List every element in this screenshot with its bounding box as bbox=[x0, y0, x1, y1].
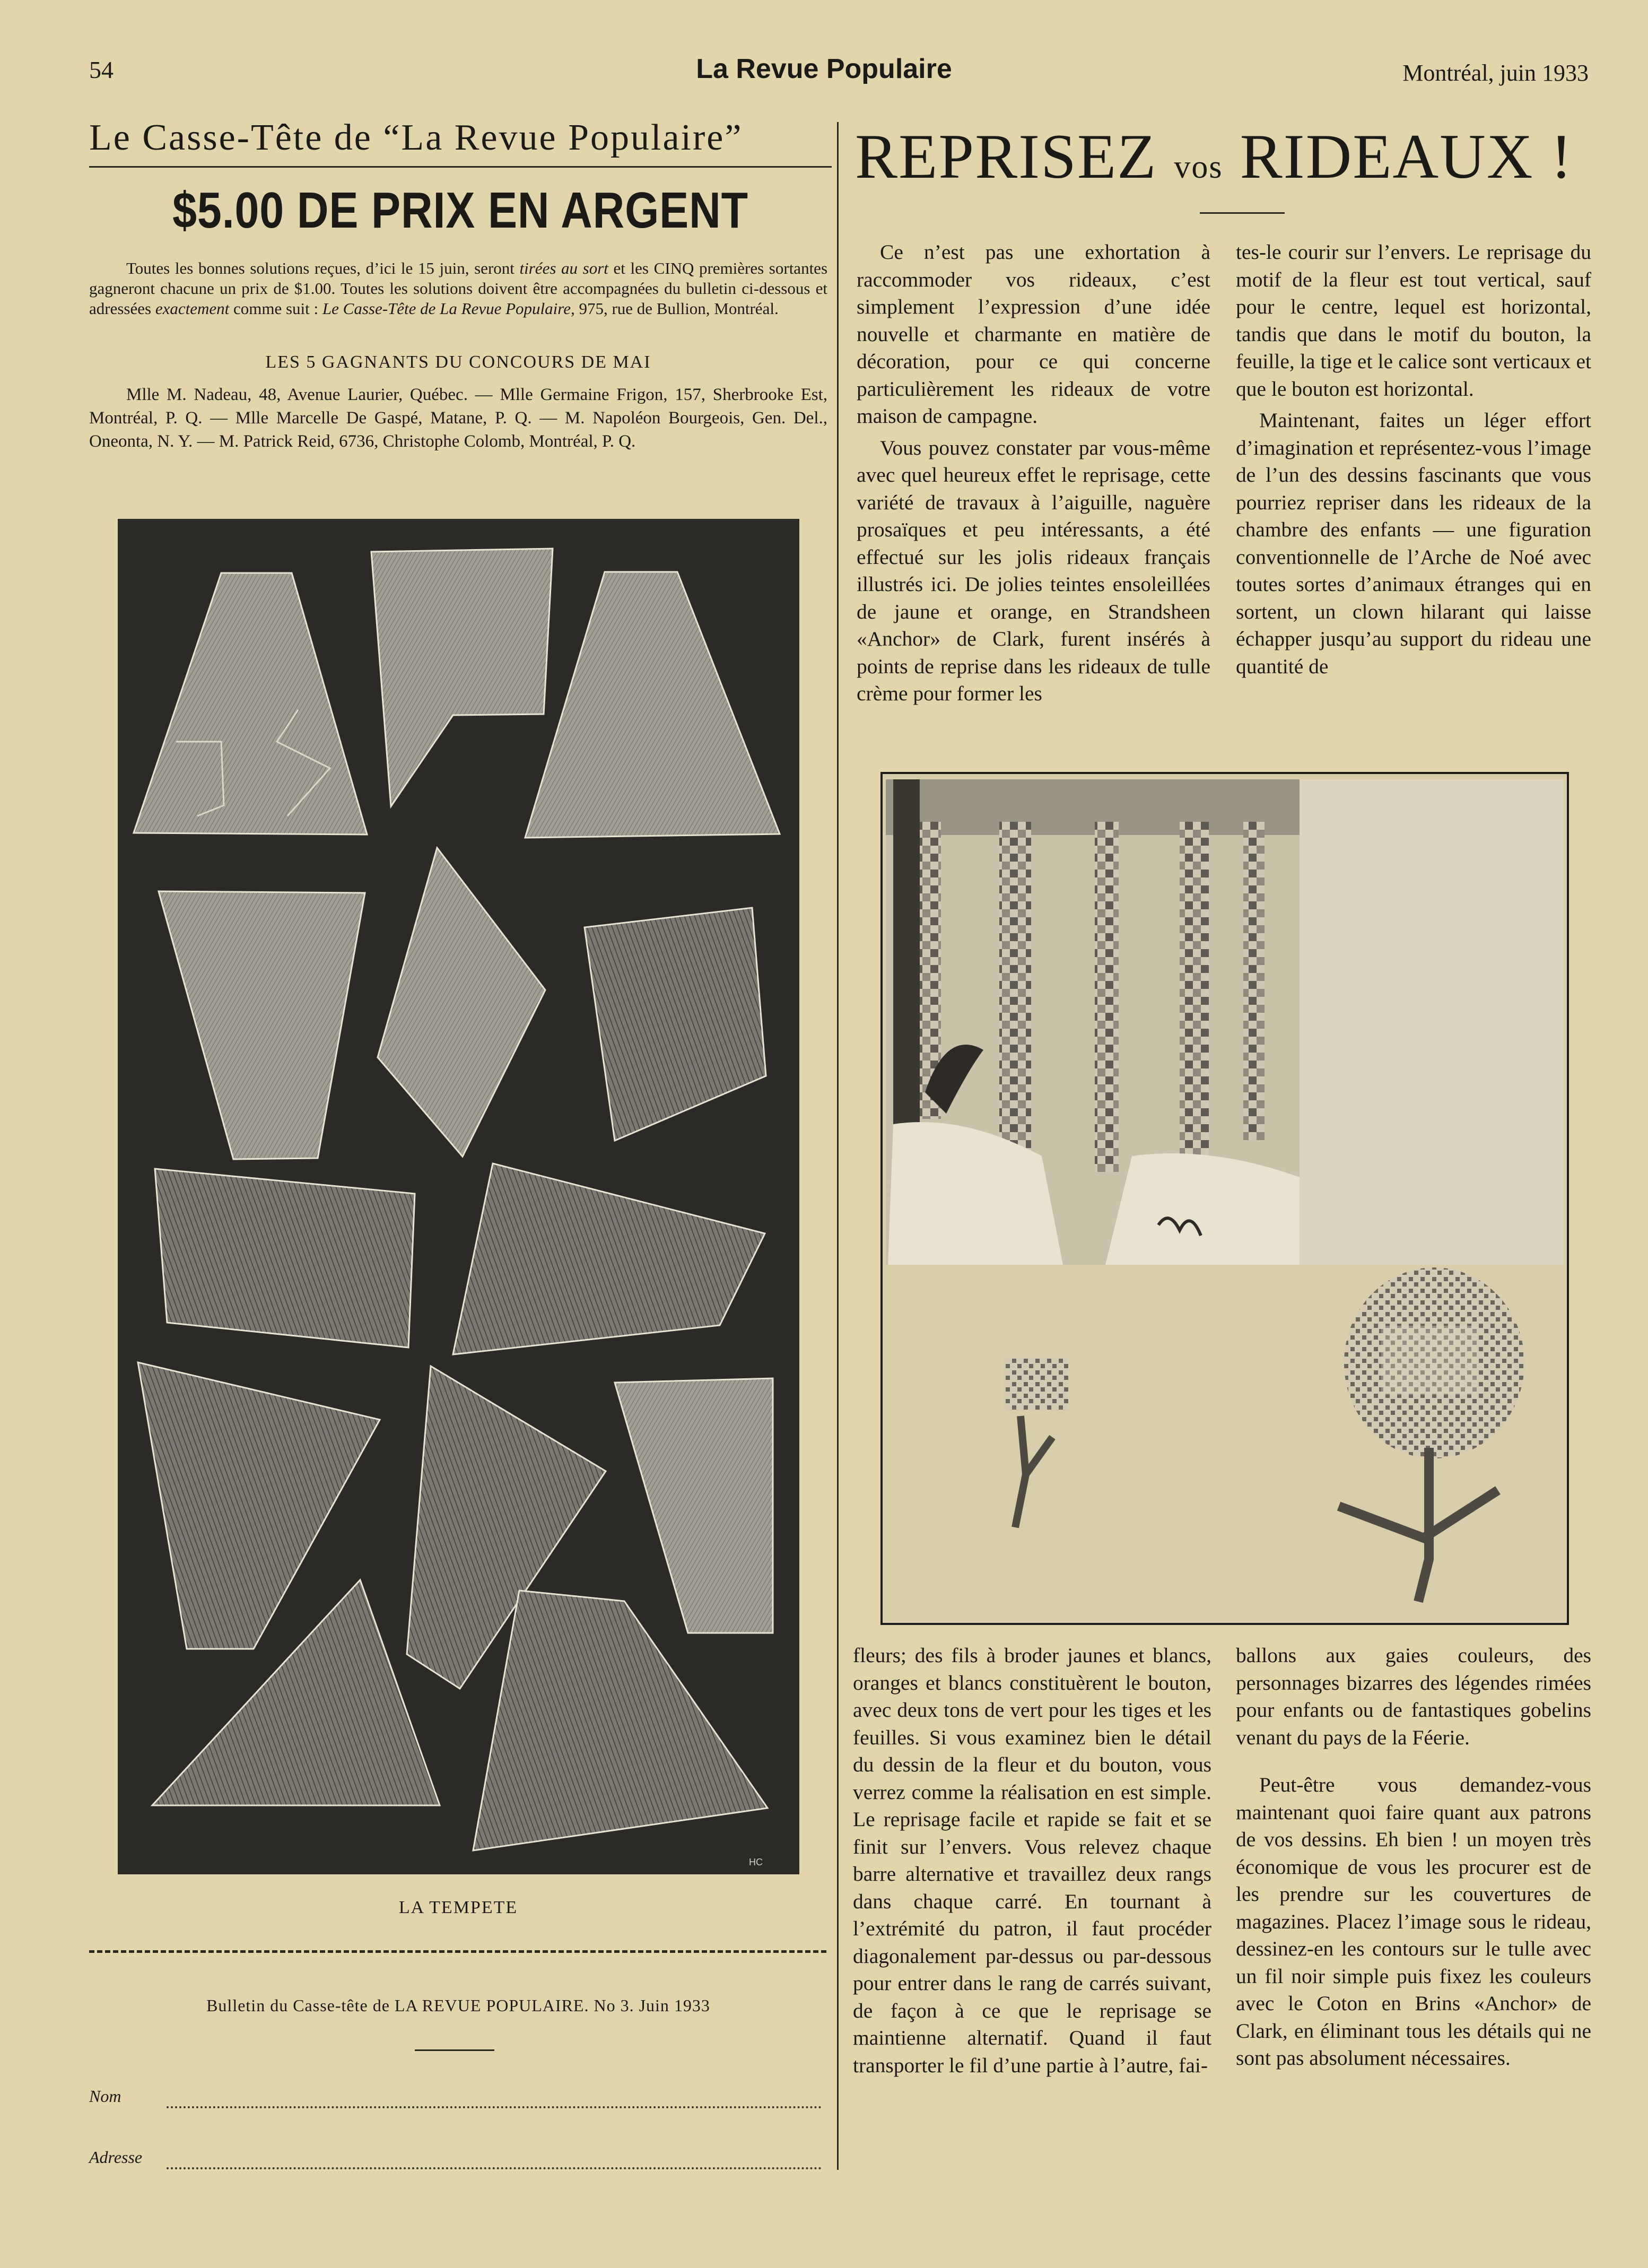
puzzle-piece bbox=[615, 1378, 773, 1633]
paragraph: Ce n’est pas une exhortation à raccommoder vos rideaux, c’est simplement l’expression d’une idée nouvelle et charmante en matière de décoration, pour ce qui concerne particulièrement les rideaux de votre maison de campagne. bbox=[857, 240, 1210, 428]
winners-list: Mlle M. Nadeau, 48, Avenue Laurier, Québec. — Mlle Germaine Frigon, 157, Sherbrooke Est, Montréal, P. Q. — Mlle Marcelle De Gaspé, Matane, P. Q. — M. Napoléon Bourgeois, Gen. Del., Oneonta, N. Y. — M. Patrick Reid, 6736, Christophe Colomb, Montréal, P. Q. bbox=[89, 385, 827, 451]
name-field[interactable] bbox=[167, 2106, 822, 2108]
paragraph: ballons aux gaies couleurs, des personnages bizarres des légendes rimées pour enfants ou de fantastiques gobelins venant du pays de la Féerie. bbox=[1236, 1644, 1591, 1749]
puzzle-piece bbox=[155, 1169, 415, 1348]
paragraph: Peut-être vous demandez-vous maintenant quoi faire quant aux patrons de vos dessins. Eh bien ! un moyen très économique de vous les procurer est de les prendre sur les couvertures de magazines. Placez l’image sous le rideau, dessinez-en les contours sur le tulle avec un fil noir simple puis fixez les couleurs avec le Coton en Brins «Anchor» de Clark, en éliminant tous les détails qui ne sont pas absolument nécessaires. bbox=[1236, 1773, 1591, 2070]
address-label: Adresse bbox=[89, 2148, 143, 2167]
bulletin-heading: Bulletin du Casse-tête de LA REVUE POPULAIRE. No 3. Juin 1933 bbox=[206, 1996, 710, 2015]
cut-line bbox=[89, 1950, 826, 1953]
puzzle-caption: LA TEMPETE bbox=[398, 1898, 518, 1917]
publication-title: La Revue Populaire bbox=[696, 54, 952, 84]
winners-heading: LES 5 GAGNANTS DU CONCOURS DE MAI bbox=[265, 352, 651, 372]
article-title: REPRISEZ vos RIDEAUX ! bbox=[855, 121, 1573, 192]
puzzle-piece bbox=[525, 572, 780, 838]
article-column-1-bottom bbox=[853, 1642, 1211, 2173]
paragraph: fleurs; des fils à broder jaunes et blancs, oranges et blancs constituèrent le bouton, avec deux tons de vert pour les tiges et les feuilles. Si vous examinez bien le détail du dessin de la fleur et du bouton, vous verrez comme la réalisation en est simple. Le reprisage facile et rapide se fait et se finit sur l’envers. Vous relevez chaque barre alternative et travaillez deux rangs dans chaque carré. En tournant à l’extrémité du patron, il faut procéder diagonalement par-dessus ou par-dessous pour entrer dans le rang de carrés suivant, de façon à ce que le reprisage se maintienne alternatif. Quand il faut transporter le fil d’une partie à l’autre, fai- bbox=[853, 1644, 1211, 2077]
curtain-photograph bbox=[880, 772, 1569, 1625]
puzzle-piece bbox=[371, 549, 553, 806]
article-title-rule bbox=[1200, 212, 1285, 214]
paragraph: Vous pouvez constater par vous-même avec quel heureux effet le reprisage, cette variété de travaux à l’aiguille, naguère prosaïques et peu intéressants, a été effectué sur les jolis rideaux français illustrés ici. De jolies teintes ensoleillées de jaune et orange, en Strandsheen «Anchor» de Clark, furent insérés à points de reprise dans les rideaux de tulle crème pour former les bbox=[857, 436, 1210, 705]
address-field[interactable] bbox=[167, 2167, 822, 2169]
prize-headline: $5.00 DE PRIX EN ARGENT bbox=[172, 182, 748, 239]
puzzle-piece bbox=[159, 891, 365, 1159]
page-number: 54 bbox=[89, 56, 114, 83]
issue-date: Montréal, juin 1933 bbox=[1402, 60, 1589, 86]
puzzle-piece bbox=[453, 1163, 765, 1354]
puzzle-piece bbox=[134, 573, 367, 835]
bulletin-divider bbox=[415, 2049, 494, 2051]
column-divider bbox=[837, 122, 839, 2170]
puzzle-section-title: Le Casse-Tête de “La Revue Populaire” bbox=[89, 117, 743, 158]
puzzle-piece bbox=[585, 908, 766, 1141]
curtain-and-darning-patterns bbox=[883, 774, 1567, 1623]
article-column-2-bottom bbox=[1236, 1642, 1591, 2173]
paragraph: Maintenant, faites un léger effort d’imagination et représentez-vous l’image de l’un des dessins fascinants que vous pourriez repriser dans les rideaux de la chambre des enfants — une figuration conventionnelle de l’Arche de Noé avec toutes sortes d’animaux étranges qui en sortent, un clown hilarant qui laisse échapper jusqu’au support du rideau une quantité de bbox=[1236, 409, 1591, 678]
title-underline bbox=[89, 166, 832, 168]
puzzle-illustration bbox=[118, 519, 799, 1874]
contest-rules: Toutes les bonnes solutions reçues, d’ici le 15 juin, seront tirées au sort et les CINQ premières sortantes gagneront chacune un prix de $1.00. Toutes les solutions doivent être accompagnées du bulletin ci-dessous et adressées exactement comme suit : Le Casse-Tête de La Revue Populaire, 975, rue de Bullion, Montréal. bbox=[89, 259, 828, 318]
puzzle-piece bbox=[378, 848, 545, 1157]
article-column-1-top bbox=[857, 239, 1210, 743]
illustrator-signature: HC bbox=[749, 1857, 763, 1867]
name-label: Nom bbox=[89, 2087, 121, 2106]
puzzle-pieces bbox=[118, 519, 799, 1874]
article-column-2-top bbox=[1236, 239, 1591, 743]
paragraph: tes-le courir sur l’envers. Le reprisage du motif de la fleur est tout vertical, sauf pour le centre, lequel est horizontal, tandis que dans le motif du bouton, la feuille, la tige et le calice sont verticaux et que le bouton est horizontal. bbox=[1236, 240, 1591, 401]
